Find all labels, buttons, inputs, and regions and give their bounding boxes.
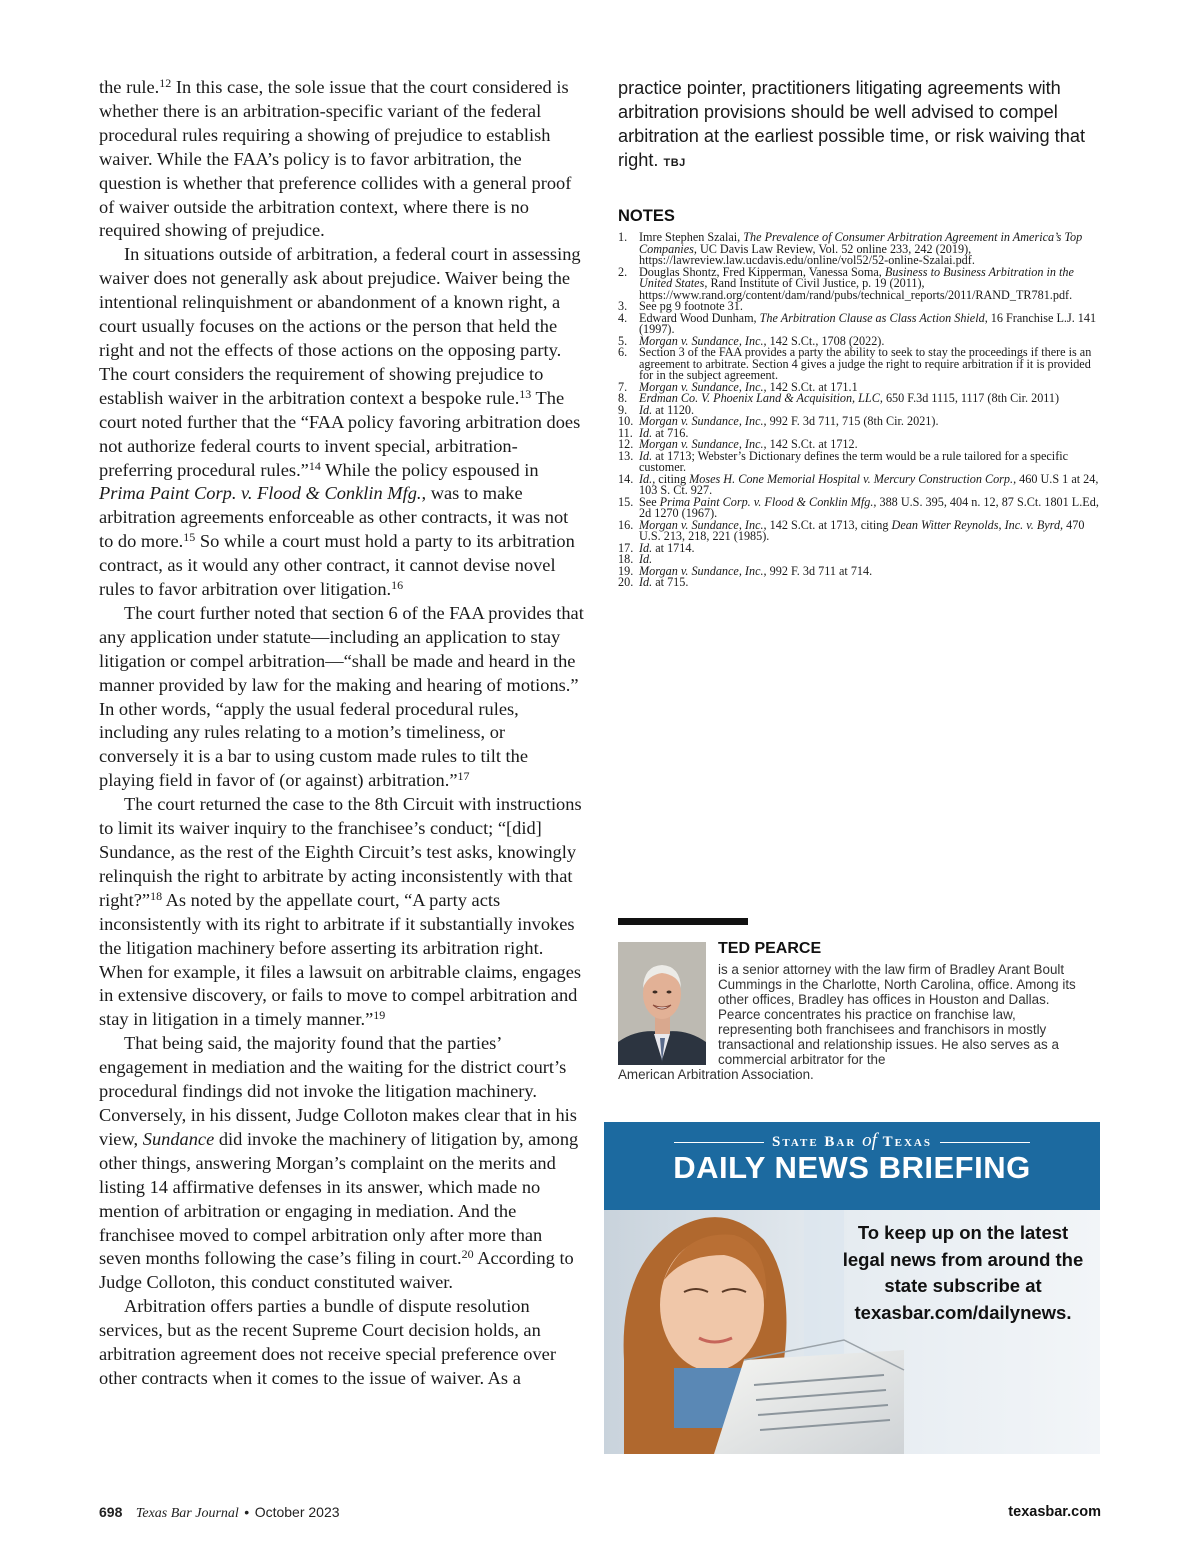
- note-number: 11.: [618, 425, 633, 440]
- kicker-rule-left: [674, 1142, 764, 1143]
- footnote-ref[interactable]: 13: [519, 386, 532, 401]
- footnote-ref[interactable]: 17: [457, 769, 470, 784]
- kicker-state-bar: State Bar: [772, 1134, 857, 1150]
- text-run: 388 U.S. 395, 404 n. 12, 87 S.Ct. 1801 L.Ed, 2d 1270 (1967).: [639, 494, 1099, 520]
- note-item: [618, 264, 1108, 302]
- note-number: 13.: [618, 448, 634, 463]
- footnote-ref[interactable]: 14: [308, 458, 321, 473]
- text-run: See pg 9 footnote 31.: [639, 299, 743, 313]
- text-run: Edward Wood Dunham,: [639, 310, 760, 325]
- article-paragraph: [99, 1032, 585, 1295]
- text-run: As noted by the appellate court, “A party acts inconsistently with its right to arbitrate if it substantially invokes the litigation machinery before asserting its arbitration right. When for example, it files a lawsuit on arbitrable claims, engages in extensive discovery, or fails to move to compel arbitration and stay in litigation in a timely manner.”: [99, 889, 582, 1030]
- notes-heading: NOTES: [618, 207, 675, 225]
- text-run: 992 F. 3d 711 at 714.: [766, 563, 873, 578]
- text-run: The court noted further that the “FAA policy favoring arbitration does not authorize federal courts to invent special, arbitration-preferring procedural rules.”: [99, 387, 581, 480]
- notes-list: [618, 232, 1108, 589]
- text-run: According to Judge Colloton, this conduct constituted waiver.: [99, 1248, 574, 1293]
- footer-bullet: •: [244, 1504, 250, 1520]
- closing-paragraph-text: practice pointer, practitioners litigating agreements with arbitration provisions should be well advised to compel arbitration at the earliest possible time, or risk waiving that right.: [618, 78, 1086, 170]
- text-run: 460 U.S 1 at 24, 103 S. Ct. 927.: [639, 471, 1099, 497]
- italic-text: Id.: [639, 425, 653, 440]
- text-run: was to make arbitration agreements enforceable as other contracts, it was not to do more.: [99, 483, 569, 552]
- text-run: the rule.: [99, 77, 160, 97]
- note-number: 7.: [618, 379, 628, 394]
- text-run: The court further noted that section 6 of the FAA provides that any application under statute—including an application to stay litigation or compel arbitration—“shall be made and heard in the manner provided by law for the making and hearing of motions.” In other words, “apply the usual federal procedural rules, including any rules relating to a motion’s timeliness, or conversely it is a bar to using custom made rules to tilt the playing field in favor of (or against) arbitration.”: [99, 602, 584, 791]
- kicker-rule-right: [940, 1142, 1030, 1143]
- italic-text: Moses H. Cone Memorial Hospital v. Mercury Construction Corp.,: [689, 471, 1017, 486]
- text-run: Douglas Shontz, Fred Kipperman, Vanessa Soma,: [639, 264, 885, 279]
- note-number: 18.: [618, 552, 634, 566]
- article-paragraph: [99, 602, 585, 793]
- bio-divider-bar: [618, 918, 748, 925]
- italic-text: Morgan v. Sundance, Inc.,: [639, 517, 767, 532]
- note-item: [618, 232, 1108, 267]
- italic-text: Morgan v. Sundance, Inc.,: [639, 563, 767, 578]
- note-number: 16.: [618, 517, 634, 532]
- author-bio-continued: American Arbitration Association.: [618, 1067, 814, 1082]
- kicker-texas: Texas: [882, 1134, 932, 1150]
- italic-text: Dean Witter Reynolds, Inc. v. Byrd,: [891, 517, 1064, 532]
- ad-body-text[interactable]: To keep up on the latest legal news from around the state subscribe at texasbar.com/dailynews.: [842, 1222, 1084, 1323]
- footnote-ref[interactable]: 15: [183, 530, 196, 545]
- text-run: at 715.: [652, 575, 689, 589]
- note-number: 19.: [618, 563, 634, 578]
- text-run: 142 S.Ct. at 1713, citing: [766, 517, 892, 532]
- text-run: at 1120.: [652, 402, 695, 417]
- footnote-ref[interactable]: 18: [150, 888, 163, 903]
- article-closing-paragraph: [618, 76, 1108, 175]
- note-item: [618, 471, 1108, 497]
- note-item: [618, 416, 1108, 428]
- text-run: 142 S.Ct. at 1712.: [766, 437, 858, 451]
- article-paragraph: [99, 243, 585, 602]
- ad-banner: [604, 1122, 1100, 1210]
- text-run: The court returned the case to the 8th Circuit with instructions to limit its waiver inquiry to the franchisee’s conduct; “[did] Sundance, as the rest of the Eighth Circuit’s test asks, knowingly relinquish the right to arbitrate by acting inconsistently with that right?”: [99, 794, 582, 910]
- text-run: UC Davis Law Review, Vol. 52 online 233, 242 (2019), https://lawreview.law.ucdavis.edu/online/vol52/52-online-Szalai.pdf.: [639, 241, 975, 267]
- italic-text: Business to Business Arbitration in the United States: [639, 264, 1074, 290]
- note-number: 9.: [618, 402, 628, 417]
- footer-website[interactable]: texasbar.com: [1008, 1504, 1101, 1520]
- text-run: See: [639, 494, 660, 509]
- italic-text: Id.: [639, 402, 653, 417]
- note-item: [618, 577, 1108, 589]
- text-run: Section 3 of the FAA provides a party the ability to seek to stay the proceedings if there is an agreement to arbitrate. Section 4 gives a judge the right to require arbitration if it is provided for in the subject agreement.: [639, 345, 1092, 382]
- italic-text: Id.: [639, 552, 653, 566]
- italic-text: Id.: [639, 575, 653, 589]
- italic-text: Id.: [639, 448, 653, 463]
- end-mark: TBJ: [663, 157, 686, 169]
- text-run: , Rand Institute of Civil Justice, p. 19 (2011), https://www.rand.org/content/dam/rand/pubs/technical_reports/2011/RAND_TR781.pdf.: [639, 276, 1073, 302]
- article-paragraph: [99, 76, 585, 243]
- note-number: 8.: [618, 391, 628, 405]
- note-number: 12.: [618, 437, 634, 451]
- note-number: 1.: [618, 230, 628, 244]
- text-run: 992 F. 3d 711, 715 (8th Cir. 2021).: [766, 414, 939, 428]
- note-item: [618, 448, 1108, 474]
- note-number: 5.: [618, 333, 628, 348]
- italic-text: The Arbitration Clause as Class Action Shield: [759, 310, 985, 325]
- note-item: [618, 540, 1108, 555]
- article-right-column: [618, 76, 1108, 175]
- footer-left: [99, 1504, 340, 1522]
- text-run: In this case, the sole issue that the court considered is whether there is an arbitration-specific variant of the federal procedural rules requiring a showing of prejudice to establish waiver. While the FAA’s policy is to favor arbitration, the question is whether that preference collides with a general proof of waiver outside the arbitration context, where there is no required showing of prejudice.: [99, 77, 572, 241]
- italic-text: Morgan v. Sundance, Inc.,: [639, 379, 767, 394]
- text-run: Imre Stephen Szalai,: [639, 230, 744, 244]
- italic-text: Morgan v. Sundance, Inc.,: [639, 437, 767, 451]
- daily-news-briefing-ad[interactable]: [604, 1122, 1100, 1454]
- page-number: 698: [99, 1504, 123, 1520]
- note-number: 2.: [618, 264, 628, 279]
- note-item: [618, 347, 1108, 382]
- note-number: 15.: [618, 494, 634, 509]
- ad-kicker: [604, 1130, 1100, 1152]
- author-photo: [618, 942, 706, 1065]
- note-number: 6.: [618, 345, 628, 359]
- italic-text: Sundance: [142, 1128, 215, 1149]
- text-run: So while a court must hold a party to its arbitration contract, as it would any other contract, it cannot devise novel rules to favor arbitration over litigation.: [99, 531, 575, 600]
- footnote-ref[interactable]: 12: [159, 76, 172, 90]
- note-item: [618, 494, 1108, 520]
- text-run: citing: [655, 471, 690, 486]
- italic-text: The Prevalence of Consumer Arbitration Agreement in America’s Top Companies,: [639, 230, 1083, 256]
- text-run: 470 U.S. 213, 218, 221 (1985).: [639, 517, 1085, 543]
- note-number: 17.: [618, 540, 634, 555]
- text-run: did invoke the machinery of litigation by, among other things, answering Morgan’s complaint on the merits and listing 14 affirmative defenses in its answer, which made no mention of arbitration or engaging in mediation. And the franchisee moved to compel arbitration only after more than seven months following the case’s filing in court.: [99, 1128, 579, 1269]
- italic-text: Morgan v. Sundance, Inc.,: [639, 333, 767, 348]
- article-paragraph: [99, 1295, 585, 1391]
- footnote-ref[interactable]: 19: [373, 1008, 386, 1023]
- text-run: 650 F.3d 1115, 1117 (8th Cir. 2011): [882, 391, 1060, 405]
- note-item: [618, 310, 1108, 336]
- note-number: 10.: [618, 414, 634, 428]
- note-item: [618, 563, 1108, 578]
- note-number: 20.: [618, 575, 634, 589]
- text-run: 142 S.Ct., 1708 (2022).: [766, 333, 885, 348]
- text-run: 142 S.Ct. at 171.1: [766, 379, 858, 394]
- italic-text: Prima Paint Corp. v. Flood & Conklin Mfg.,: [99, 483, 427, 504]
- text-run: at 1714.: [652, 540, 695, 555]
- note-number: 4.: [618, 310, 628, 325]
- text-run: While the policy espoused in: [320, 459, 539, 480]
- note-number: 14.: [618, 471, 634, 486]
- italic-text: Prima Paint Corp. v. Flood & Conklin Mfg.,: [659, 494, 877, 509]
- text-run: at 716.: [652, 425, 689, 440]
- note-item: [618, 517, 1108, 543]
- author-portrait-icon: [618, 942, 706, 1065]
- text-run: That being said, the majority found that the parties’ engagement in mediation and the waiting for the district court’s procedural findings did not invoke the litigation machinery. Conversely, in his dissent, Judge Colloton makes clear that in his view,: [99, 1033, 577, 1149]
- text-run: In situations outside of arbitration, a federal court in assessing waiver does not generally ask about prejudice. Waiver being the intentional relinquishment or abandonment of a known right, a court usually focuses on the actions or the person that held the right and not the effects of those actions on the opposing party. The court considers the requirement of showing prejudice to establish waiver in the arbitration context a bespoke rule.: [99, 244, 581, 408]
- author-bio: is a senior attorney with the law firm of Bradley Arant Boult Cummings in the Charlotte, North Carolina, office. Among its other offices, Bradley has offices in Houston and Dallas. Pearce concentrates his practice on franchise law, representing both franchisees and franchisors in mostly transactional and relationship issues. He also serves as a commercial arbitrator for the: [718, 962, 1076, 1067]
- text-run: , 16 Franchise L.J. 141 (1997).: [639, 310, 1097, 336]
- text-run: at 1713; Webster’s Dictionary defines the term would be a rule tailored for a specific customer.: [639, 448, 1069, 474]
- italic-text: Id.,: [639, 471, 656, 486]
- ad-title: DAILY NEWS BRIEFING: [673, 1150, 1031, 1185]
- footnote-ref[interactable]: 20: [461, 1247, 474, 1262]
- italic-text: Id.: [639, 540, 653, 555]
- issue-date: October 2023: [254, 1504, 340, 1520]
- text-run: Arbitration offers parties a bundle of dispute resolution services, but as the recent Supreme Court decision holds, an arbitration agreement does not receive special preference over other contracts when it comes to the issue of waiver. As a: [99, 1296, 556, 1388]
- article-paragraph: [99, 793, 585, 1032]
- note-number: 3.: [618, 299, 628, 313]
- journal-name: Texas Bar Journal: [135, 1506, 239, 1521]
- footnote-ref[interactable]: 16: [391, 578, 404, 593]
- kicker-of: of: [862, 1130, 877, 1151]
- article-left-column: [99, 76, 585, 1391]
- author-name: TED PEARCE: [718, 940, 822, 957]
- italic-text: Erdman Co. V. Phoenix Land & Acquisition, LLC,: [639, 391, 883, 405]
- italic-text: Morgan v. Sundance, Inc.,: [639, 414, 767, 428]
